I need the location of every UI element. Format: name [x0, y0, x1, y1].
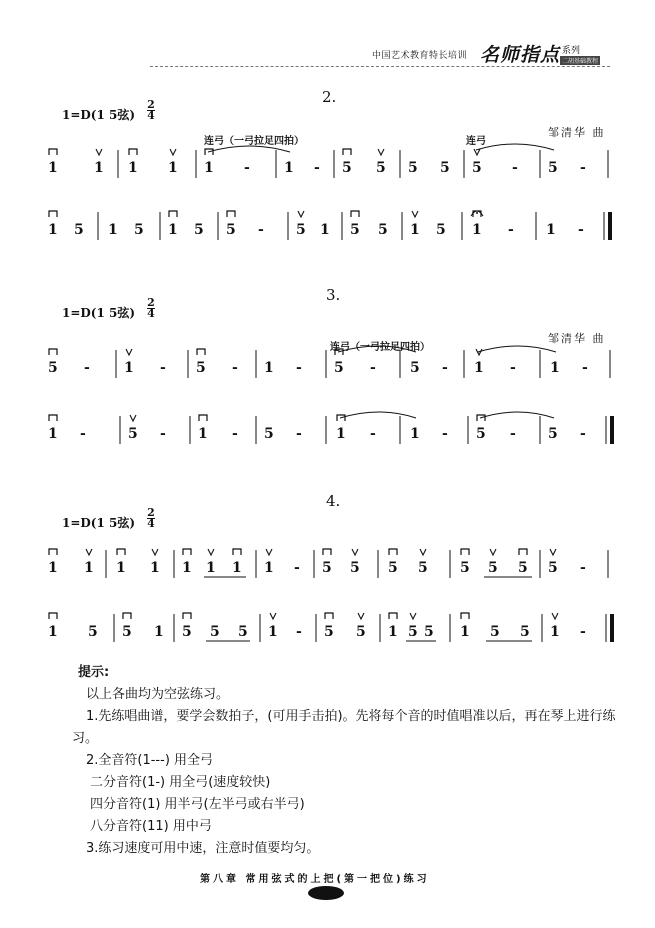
svg-text:1: 1: [550, 624, 560, 640]
svg-text:1: 1: [150, 560, 160, 576]
piece-3-line-2: [48, 412, 614, 444]
svg-text:-: -: [160, 360, 166, 376]
svg-text:5: 5: [226, 222, 236, 238]
svg-text:1: 1: [168, 160, 178, 176]
svg-text:-: -: [296, 624, 302, 640]
svg-text:5: 5: [424, 624, 434, 640]
svg-text:-: -: [582, 360, 588, 376]
svg-text:5: 5: [418, 560, 428, 576]
svg-text:5: 5: [74, 222, 84, 238]
svg-text:1: 1: [268, 624, 278, 640]
page-number-badge: [308, 886, 344, 900]
svg-text:1: 1: [284, 160, 294, 176]
piece-3-time-signature: 2 4: [147, 296, 155, 320]
piece-2-line-2: [48, 211, 612, 240]
series-subtitle: 二胡基础教程: [562, 58, 599, 65]
svg-text:-: -: [370, 360, 376, 376]
svg-text:5: 5: [410, 360, 420, 376]
svg-text:1: 1: [204, 160, 214, 176]
series-name: 中国艺术教育特长培训: [372, 51, 468, 61]
svg-text:5: 5: [296, 222, 306, 238]
svg-text:1: 1: [48, 160, 58, 176]
series-logo: 名师指点: [480, 44, 561, 66]
piece-4-line-1: [48, 549, 608, 578]
piece-2-slur-label-2: 连弓: [466, 136, 486, 147]
svg-text:-: -: [578, 222, 584, 238]
svg-text:5: 5: [350, 560, 360, 576]
piece-3-composer: 邹清华 曲: [548, 332, 606, 345]
svg-text:5: 5: [196, 360, 206, 376]
svg-text:5: 5: [122, 624, 132, 640]
svg-text:5: 5: [440, 160, 450, 176]
svg-text:-: -: [508, 222, 514, 238]
piece-4-number: 4.: [326, 492, 341, 510]
piece-4-time-signature: 2 4: [147, 506, 155, 530]
svg-text:5: 5: [342, 160, 352, 176]
svg-text:-: -: [84, 360, 90, 376]
svg-text:1: 1: [410, 426, 420, 442]
piece-3-line-1: [48, 346, 610, 378]
svg-text:5: 5: [408, 160, 418, 176]
svg-text:1: 1: [550, 360, 560, 376]
svg-text:-: -: [580, 560, 586, 576]
series-suffix: 系列: [562, 46, 581, 56]
svg-text:-: -: [510, 360, 516, 376]
svg-text:5: 5: [378, 222, 388, 238]
piece-2-slur-label: 连弓（一弓拉足四拍）: [204, 136, 304, 147]
svg-text:-: -: [314, 160, 320, 176]
piece-2-number: 2.: [322, 88, 337, 106]
svg-text:5: 5: [48, 360, 58, 376]
piece-2-time-signature: 2 4: [147, 98, 155, 122]
svg-text:5: 5: [194, 222, 204, 238]
svg-text:-: -: [80, 426, 86, 442]
svg-text:1: 1: [264, 360, 274, 376]
tips-line-5: 八分音符(11) 用中弓: [90, 819, 212, 834]
piece-3-key: 1=D(1 5弦): [62, 306, 136, 320]
svg-text:1: 1: [182, 560, 192, 576]
tips-line-0: 以上各曲均为空弦练习。: [86, 687, 230, 702]
svg-text:5: 5: [408, 624, 418, 640]
svg-text:1: 1: [124, 360, 134, 376]
svg-text:5: 5: [334, 360, 344, 376]
svg-text:5: 5: [182, 624, 192, 640]
svg-text:-: -: [296, 360, 302, 376]
svg-text:5: 5: [388, 560, 398, 576]
piece-2-key: 1=D(1 5弦): [62, 108, 136, 122]
practice-tips: [46, 662, 626, 860]
svg-text:1: 1: [206, 560, 216, 576]
svg-text:1: 1: [474, 360, 484, 376]
svg-text:-: -: [296, 426, 302, 442]
svg-text:1: 1: [264, 560, 274, 576]
svg-text:-: -: [580, 426, 586, 442]
svg-text:5: 5: [548, 560, 558, 576]
svg-text:-: -: [370, 426, 376, 442]
svg-text:-: -: [244, 160, 250, 176]
svg-text:1: 1: [48, 624, 58, 640]
svg-text:5: 5: [238, 624, 248, 640]
tips-line-6: 3.练习速度可用中速，注意时值要均匀。: [86, 841, 320, 856]
svg-text:5: 5: [488, 560, 498, 576]
piece-2-line-1: [48, 144, 608, 178]
svg-text:1: 1: [154, 624, 164, 640]
svg-text:1: 1: [410, 222, 420, 238]
svg-text:-: -: [580, 624, 586, 640]
svg-text:5: 5: [520, 624, 530, 640]
svg-text:5: 5: [490, 624, 500, 640]
svg-text:1: 1: [320, 222, 330, 238]
tips-title: 提示:: [78, 665, 110, 680]
piece-4-line-2: [48, 613, 614, 642]
svg-text:1: 1: [84, 560, 94, 576]
svg-text:5: 5: [88, 624, 98, 640]
svg-text:5: 5: [210, 624, 220, 640]
svg-text:-: -: [232, 426, 238, 442]
svg-text:1: 1: [336, 426, 346, 442]
piece-3-number: 3.: [326, 286, 341, 304]
svg-text:5: 5: [472, 160, 482, 176]
svg-text:1: 1: [48, 560, 58, 576]
svg-text:5: 5: [548, 426, 558, 442]
svg-text:5: 5: [436, 222, 446, 238]
svg-text:5: 5: [356, 624, 366, 640]
svg-text:1: 1: [546, 222, 556, 238]
svg-text:1: 1: [108, 222, 118, 238]
svg-text:-: -: [580, 160, 586, 176]
svg-text:1: 1: [168, 222, 178, 238]
svg-text:-: -: [232, 360, 238, 376]
svg-text:5: 5: [548, 160, 558, 176]
chapter-footer: 第八章 常用弦式的上把(第一把位)练习: [200, 874, 430, 885]
svg-text:1: 1: [116, 560, 126, 576]
svg-text:1: 1: [198, 426, 208, 442]
svg-text:-: -: [510, 426, 516, 442]
svg-text:1: 1: [472, 222, 482, 238]
svg-text:5: 5: [324, 624, 334, 640]
tips-line-3: 二分音符(1-) 用全弓(速度较快): [90, 775, 271, 790]
svg-text:1: 1: [388, 624, 398, 640]
piece-4-key: 1=D(1 5弦): [62, 516, 136, 530]
svg-text:-: -: [160, 426, 166, 442]
svg-text:5: 5: [128, 426, 138, 442]
svg-text:1: 1: [232, 560, 242, 576]
svg-text:5: 5: [518, 560, 528, 576]
svg-text:1: 1: [460, 624, 470, 640]
svg-text:1: 1: [94, 160, 104, 176]
svg-text:-: -: [294, 560, 300, 576]
svg-text:5: 5: [376, 160, 386, 176]
svg-text:1: 1: [48, 222, 58, 238]
tips-line-4: 四分音符(1) 用半弓(左半弓或右半弓): [90, 797, 305, 812]
svg-text:-: -: [442, 360, 448, 376]
tips-line-1: 1.先练唱曲谱，要学会数拍子，(可用手击拍)。先将每个音的时值唱准以后，再在琴上进行练习。: [72, 709, 616, 746]
svg-text:5: 5: [134, 222, 144, 238]
svg-text:5: 5: [476, 426, 486, 442]
svg-text:5: 5: [264, 426, 274, 442]
tips-line-2: 2.全音符(1---) 用全弓: [86, 753, 214, 768]
svg-text:-: -: [442, 426, 448, 442]
piece-2-composer: 邹清华 曲: [548, 126, 606, 139]
svg-text:5: 5: [460, 560, 470, 576]
svg-text:1: 1: [48, 426, 58, 442]
svg-text:-: -: [512, 160, 518, 176]
svg-text:-: -: [258, 222, 264, 238]
svg-text:5: 5: [350, 222, 360, 238]
piece-3-slur-label: 连弓（一弓拉足四拍）: [330, 342, 430, 353]
svg-text:1: 1: [128, 160, 138, 176]
svg-text:5: 5: [322, 560, 332, 576]
